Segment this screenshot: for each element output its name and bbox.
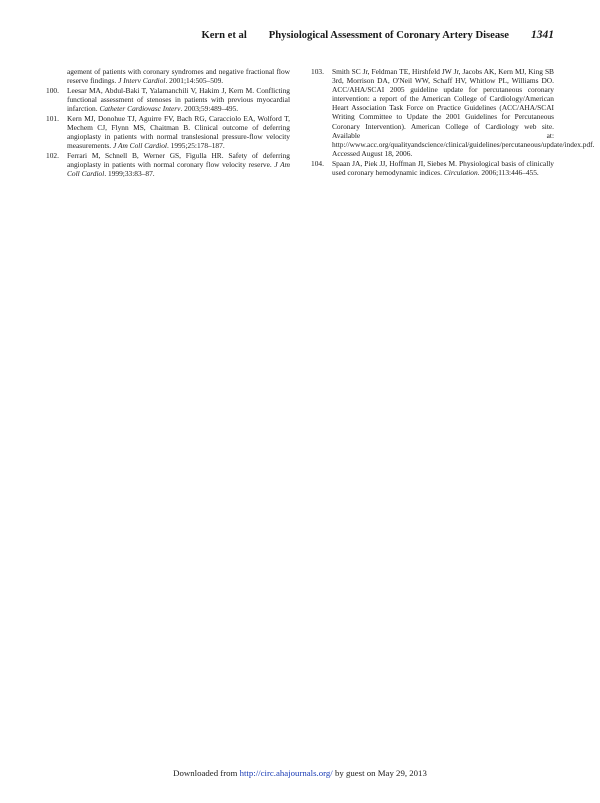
reference-100: [46, 86, 290, 113]
reference-journal: Catheter Cardiovasc Interv: [99, 103, 181, 113]
header-authors: Kern et al: [201, 30, 247, 41]
reference-number: 100.: [46, 85, 59, 95]
reference-text: Leesar MA, Abdul-Baki T, Yalamanchili V, Hakim J, Kern M. Conflicting functional assessment of stenoses in patients with previous myocardial infarction.: [67, 85, 290, 113]
reference-number: 101.: [46, 113, 59, 123]
reference-citation: . 2003;59:489–495.: [180, 103, 239, 113]
reference-citation: . 2006;113:446–455.: [477, 167, 539, 177]
reference-citation: . 2001;14:505–509.: [165, 76, 224, 86]
running-header: [201, 29, 554, 41]
reference-citation: . 1995;25:178–187.: [166, 140, 225, 150]
reference-number: 104.: [311, 158, 324, 168]
reference-number: 103.: [311, 67, 324, 76]
reference-text: Spaan JA, Piek JJ, Hoffman JI, Siebes M. Physiological basis of clinically used coronary hemodynamic indices.: [332, 158, 554, 177]
reference-journal: J Am Coll Cardiol: [67, 159, 290, 178]
reference-103: [311, 67, 595, 158]
reference-journal: J Interv Cardiol: [118, 76, 166, 86]
reference-102: [46, 151, 290, 178]
reference-104: [311, 159, 554, 177]
footer-suffix: by guest on May 29, 2013: [332, 768, 427, 778]
reference-number: 102.: [46, 150, 59, 160]
reference-text: Ferrari M, Schnell B, Werner GS, Figulla HR. Safety of deferring angioplasty in patients with normal coronary flow velocity reserve.: [67, 150, 290, 169]
reference-text: Smith SC Jr, Feldman TE, Hirshfeld JW Jr, Jacobs AK, Kern MJ, King SB 3rd, Morrison DA, O'Neil WW, Schaff HV, Whitlow PL, Williams DO. ACC/AHA/SCAI 2005 guideline update for percutaneous coronary intervention: a report of the American College of Cardiology/American Heart Association Task Force on Practice Guidelines (ACC/AHA/SCAI Writing Committee to Update the 2001 Guidelines for Percutaneous Coronary Intervention). American College of Cardiology web site. Available at: http://www.acc.org/qualityandscience/clinical/guidelines/percutaneous/update/index.pdf. Accessed August 18, 2006.: [332, 67, 595, 158]
page-number: 1341: [531, 29, 554, 41]
reference-continuation: [46, 67, 290, 85]
reference-text: Kern MJ, Donohue TJ, Aguirre FV, Bach RG, Caracciolo EA, Wolford T, Mechem CJ, Flynn MS, Chaitman B. Clinical outcome of deferring angioplasty in patients with normal translesional pressure-flow velocity measurements.: [67, 113, 290, 150]
reference-citation: . 1999;33:83–87.: [104, 168, 155, 178]
right-reference-column: [311, 67, 595, 177]
journal-site-link[interactable]: http://circ.ahajournals.org/: [239, 768, 333, 778]
reference-journal: Circulation: [443, 167, 478, 177]
download-footer: [0, 768, 600, 778]
reference-101: [46, 114, 290, 150]
left-reference-column: [46, 67, 290, 179]
reference-text: agement of patients with coronary syndromes and negative fractional flow reserve findings.: [67, 67, 290, 86]
reference-journal: J Am Coll Cardiol: [112, 140, 167, 150]
header-title: Physiological Assessment of Coronary Artery Disease: [268, 30, 509, 41]
footer-prefix: Downloaded from: [173, 768, 240, 778]
